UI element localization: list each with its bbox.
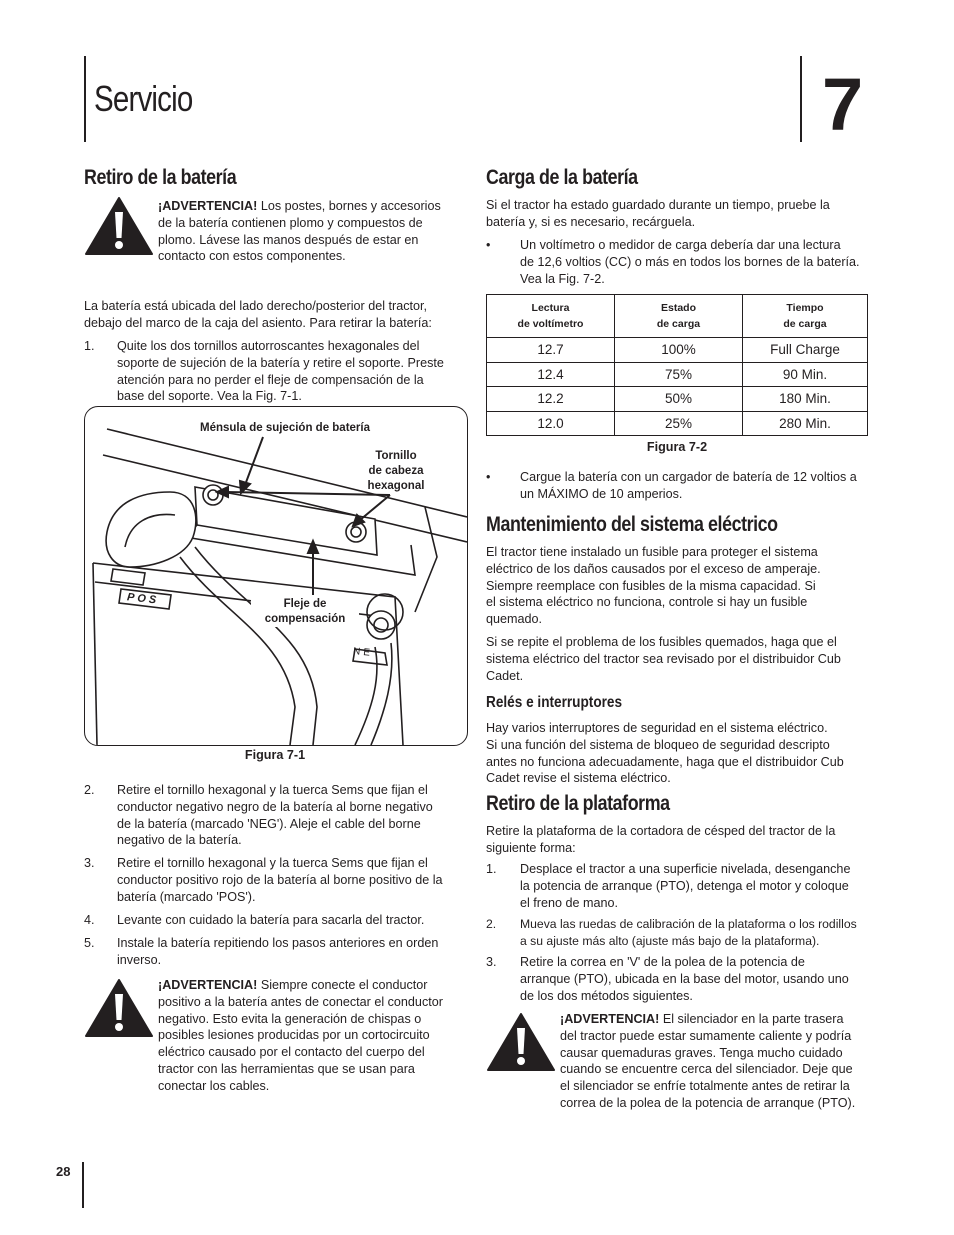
table-row: 12.4 75% 90 Min. [487, 362, 868, 387]
col-header-state: Estado de carga [615, 295, 743, 338]
warning-2: ¡ADVERTENCIA! Siempre conecte el conductor positivo a la batería antes de conectar el conductor negativo. Esto evita la generación de chispas o posibles lesiones producidas por un cortocircuito eléctrico causado por el contacto del cuerpo del tractor con las herramientas que se usan para conectar los cables. [158, 978, 443, 1093]
mark-pos: POS [126, 591, 160, 607]
subsection-title-relays: Relés e interruptores [486, 694, 623, 711]
footer-rule [82, 1162, 84, 1208]
list-item-step-2: 2. Retire el tornillo hexagonal y la tuerca Sems que fijan el conductor negativo negro de la batería al borne negativo de la batería (marcado 'NEG'). Aleje el cable del borne negativo de la batería. [84, 783, 433, 848]
label-bracket: Ménsula de sujeción de batería [200, 422, 370, 434]
electrical-paragraph-2: Si se repite el problema de los fusibles quemados, haga que el sistema eléctrico del tractor sea revisado por el distribuidor Cub Cadet. [486, 635, 841, 683]
section-title-deck-removal: Retiro de la plataforma [486, 792, 670, 815]
table-row: 12.0 25% 280 Min. [487, 411, 868, 436]
bullet-charger: • Cargue la batería con un cargador de batería de 12 voltios a un MÁXIMO de 10 amperios. [486, 470, 857, 501]
section-title-battery-removal: Retiro de la batería [84, 166, 237, 189]
list-item-deck-step-2: 2. Mueva las ruedas de calibración de la plataforma o los rodillos a su ajuste más alto (ajuste más bajo de la plataforma). [486, 917, 857, 948]
col-header-time: Tiempo de carga [743, 295, 868, 338]
list-item-step-4: 4. Levante con cuidado la batería para sacarla del tractor. [84, 913, 425, 927]
page-number: 28 [56, 1164, 71, 1179]
label-shim: Fleje de compensación [251, 597, 359, 627]
figure-battery-illustration [84, 406, 468, 746]
section-title-battery-charging: Carga de la batería [486, 166, 638, 189]
deck-intro: Retire la plataforma de la cortadora de césped del tractor de la siguiente forma: [486, 824, 836, 855]
relays-paragraph: Hay varios interruptores de seguridad en el sistema eléctrico. Si una función del sistema de bloqueo de seguridad descripto antes no funciona adecuadamente, haga que el distribuidor Cub Cadet revise el sistema eléctrico. [486, 721, 844, 786]
warning-icon [84, 196, 154, 256]
list-item-step-1: 1. Quite los dos tornillos autorroscantes hexagonales del soporte de sujeción de la batería y retire el soporte. Preste atención para no perder el fleje de compensación de la base del soporte. Vea la Fig. 7-1. [84, 339, 444, 404]
warning-1-label: ¡ADVERTENCIA! [158, 199, 258, 213]
list-item-deck-step-1: 1. Desplace el tractor a una superficie nivelada, desenganche la potencia de arranque (PTO), detenga el motor y coloque el freno de mano. [486, 862, 851, 910]
warning-icon [84, 978, 154, 1038]
label-hex-bolt: Tornillo de cabeza hexagonal [367, 450, 425, 492]
chapter-number: 7 [822, 63, 864, 146]
figure-7-2-caption: Figura 7-2 [646, 440, 708, 454]
list-item-deck-step-3: 3. Retire la correa en 'V' de la polea de la potencia de arranque (PTO), ubicada en la base del motor, usando uno de los dos métodos siguientes. [486, 955, 849, 1003]
mark-neg: NE [352, 645, 374, 660]
section-title-electrical: Mantenimiento del sistema eléctrico [486, 513, 778, 536]
list-item-step-3: 3. Retire el tornillo hexagonal y la tuerca Sems que fijan el conductor positivo rojo de la batería al borne positivo de la batería (marcado 'POS'). [84, 856, 443, 904]
chapter-title: Servicio [94, 78, 193, 119]
header-right-rule [800, 56, 802, 142]
warning-icon [486, 1012, 556, 1072]
table-row: 12.7 100% Full Charge [487, 338, 868, 363]
charge-intro: Si el tractor ha estado guardado durante un tiempo, pruebe la batería y, si es necesario, recárguela. [486, 198, 830, 229]
warning-1: ¡ADVERTENCIA! Los postes, bornes y accesorios de la batería contienen plomo y compuestos de plomo. Lávese las manos después de estar en contacto con estos componentes. [158, 199, 441, 264]
battery-intro: La batería está ubicada del lado derecho/posterior del tractor, debajo del marco de la caja del asiento. Para retirar la batería: [84, 299, 432, 330]
table-row: 12.2 50% 180 Min. [487, 387, 868, 412]
col-header-voltmeter: Lectura de voltímetro [487, 295, 615, 338]
electrical-paragraph-1: El tractor tiene instalado un fusible para proteger el sistema eléctrico de los daños causados por el exceso de amperaje. Siempre reemplace con fusibles de la misma capacidad. Si el sistema eléctrico no funciona, controle si hay un fusible quemado. [486, 545, 821, 627]
figure-7-1-caption: Figura 7-1 [244, 748, 306, 762]
bullet-voltmeter: • Un voltímetro o medidor de carga debería dar una lectura de 12,6 voltios (CC) o más en todos los bornes de la batería. Vea la Fig. 7-2. [486, 238, 860, 286]
charge-table [486, 294, 868, 436]
warning-3: ¡ADVERTENCIA! El silenciador en la parte trasera del tractor puede estar sumamente caliente y podría causar quemaduras graves. Tenga mucho cuidado cuando se encuentre cerca del silenciador. Deje que el silenciador se enfríe totalmente antes de retirar la correa de la polea de la potencia de arranque (PTO). [560, 1012, 856, 1110]
list-item-step-5: 5. Instale la batería repitiendo los pasos anteriores en orden inverso. [84, 936, 439, 967]
header-left-rule [84, 56, 86, 142]
